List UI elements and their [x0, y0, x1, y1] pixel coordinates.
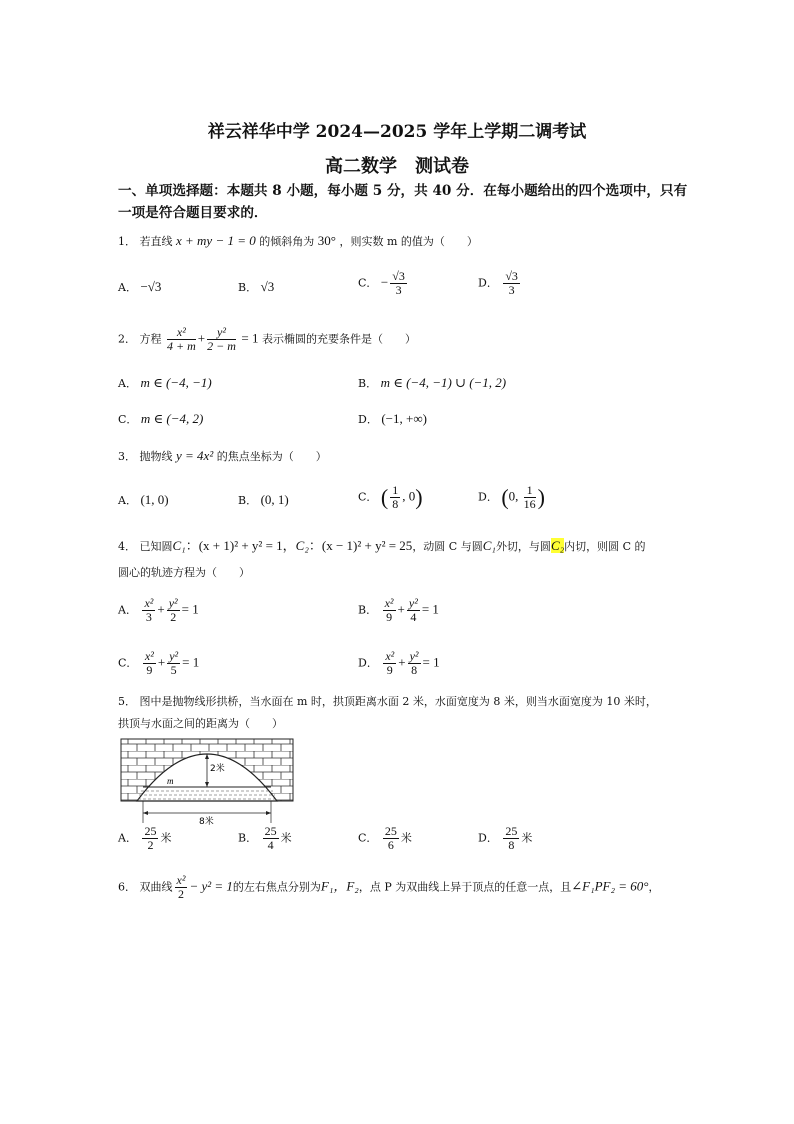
q3-b-value: (0, 1) — [260, 492, 289, 507]
q1-option-d — [478, 270, 522, 297]
q3-d-fraction — [524, 484, 536, 511]
q2-option-a — [118, 375, 212, 392]
fraction-numerator: y² — [409, 649, 419, 663]
fraction — [167, 650, 180, 677]
q4-c2-equation: ：(x − 1)² + y² = 25 — [308, 538, 413, 553]
fraction-numerator: y² — [168, 596, 178, 610]
fraction-numerator: y² — [169, 649, 179, 663]
q2-d-value: (−1, +∞) — [381, 411, 427, 426]
fraction-denominator: 2 — [177, 887, 184, 901]
equals: = 1 — [182, 654, 200, 670]
q3-number: 3． — [118, 450, 136, 463]
q2-b-value: m ∈ (−4, −1) ∪ (−1, 2) — [380, 375, 507, 390]
fraction — [407, 597, 420, 624]
fraction-denominator: 8 — [411, 663, 418, 677]
option-letter: B． — [358, 377, 378, 390]
fraction-denominator: 6 — [387, 838, 394, 852]
q4-option-b: B． $\frac{\text{x²}}{9}$ + $\frac{\text{y²}}{4}$ = 1 — [358, 596, 439, 624]
unit: 米 — [160, 831, 172, 845]
q4-c1-equation: ：(x + 1)² + y² = 1， — [185, 538, 296, 553]
q3-d-head: 0, — [508, 488, 522, 504]
q3-option-d: D． (0, $\frac{1}{16}$ ) — [478, 483, 545, 511]
q5-option-b — [238, 825, 292, 852]
equals: = 1 — [181, 601, 199, 617]
q1-option-b — [238, 279, 274, 296]
fraction-denominator: 3 — [508, 283, 515, 297]
q4-option-c: C． $\frac{\text{x²}}{9}$ + $\frac{\text{y²}}{5}$ = 1 — [118, 649, 200, 677]
q2-fraction-1 — [167, 326, 196, 353]
arch-bridge-figure — [119, 737, 295, 827]
option-letter: B． — [238, 281, 258, 294]
fraction — [143, 650, 156, 677]
fraction-denominator: 4 — [410, 610, 417, 624]
q1-option-c: C． − $\frac{√3}{3}$ — [358, 269, 405, 297]
option-letter: A． — [118, 281, 137, 294]
unit: 米 — [400, 831, 412, 845]
question-1 — [118, 233, 478, 250]
q1-text-post: ，则实数 m 的值为（ ） — [339, 235, 478, 248]
fraction-denominator: 9 — [386, 663, 393, 677]
water-level-label: m — [167, 776, 174, 786]
q2-equals: = 1 — [241, 330, 259, 346]
option-letter: D． — [478, 490, 498, 504]
fraction-numerator: 25 — [144, 824, 157, 838]
q6-angle: ∠F₁PF₂ = 60° — [571, 878, 649, 894]
fraction — [408, 650, 421, 677]
fraction-numerator: x² — [167, 326, 196, 340]
fraction-denominator: 3 — [145, 610, 152, 624]
q5-option-d — [478, 825, 532, 852]
option-letter: A． — [118, 831, 137, 845]
fraction-denominator: 4 + m — [167, 339, 196, 353]
q5-text-line2: 拱顶与水面之间的距离为（ ） — [118, 717, 283, 730]
q3-option-b — [238, 492, 289, 509]
fraction-denominator: 8 — [392, 497, 399, 511]
question-3 — [118, 448, 327, 465]
q6-text-pre: 双曲线 — [139, 880, 173, 894]
equals: = 1 — [421, 601, 439, 617]
fraction-denominator: 3 — [395, 283, 402, 297]
section-heading-line2: 一项是符合题目要求的． — [118, 205, 268, 221]
q1-text-mid: 的倾斜角为 — [259, 235, 315, 248]
q4-circle-c2: C₂ — [295, 538, 309, 553]
q1-d-fraction — [503, 270, 520, 297]
q2-text-pre: 方程 — [139, 332, 162, 346]
question-4 — [118, 538, 646, 555]
fraction — [383, 597, 396, 624]
section-heading-line1: 一、单项选择题：本题共 8 小题，每小题 5 分，共 40 分．在每小题给出的四个选项中，只有 — [118, 183, 688, 199]
option-letter: B． — [238, 831, 258, 845]
q6-equation: − y² = 1 — [189, 878, 233, 894]
fraction — [142, 597, 155, 624]
q6-text-mid: 的左右焦点分别为 — [232, 880, 321, 894]
q5-text-line1: 图中是抛物线形拱桥，当水面在 m 时，拱顶距离水面 2 米，水面宽度为 8 米，则当水面宽度为 10 米时， — [139, 695, 657, 708]
q4-circle-c1: C₁ — [172, 538, 186, 553]
fraction-denominator: 2 − m — [207, 339, 236, 353]
q6-text-tail: ， — [648, 880, 660, 894]
q3-text-pre: 抛物线 — [139, 450, 173, 463]
q6-fraction — [175, 874, 188, 901]
q3-text-post: 的焦点坐标为（ ） — [216, 450, 327, 463]
q4-circle-c2-highlight: C₂ — [550, 538, 565, 553]
option-letter: D． — [478, 831, 498, 845]
q6-number: 6． — [118, 880, 136, 894]
fraction-numerator: 1 — [392, 483, 399, 497]
question-6 — [118, 874, 659, 901]
option-letter: A． — [118, 603, 137, 617]
option-letter: D． — [478, 276, 498, 290]
q1-b-value: √3 — [260, 279, 275, 294]
equals: = 1 — [422, 654, 440, 670]
q4-line2: 圆心的轨迹方程为（ ） — [118, 566, 250, 579]
q4-text-mid2: 外切，与圆 — [495, 540, 551, 553]
q3-c-tail: , 0 — [402, 488, 416, 504]
fraction-denominator: 2 — [170, 610, 177, 624]
q1-a-value: −√3 — [140, 279, 162, 294]
fraction-denominator: 9 — [146, 663, 153, 677]
fraction-denominator: 4 — [267, 838, 274, 852]
fraction-numerator: x² — [144, 596, 154, 610]
q2-text-post: 表示椭圆的充要条件是（ ） — [261, 332, 416, 346]
fraction-denominator: 5 — [170, 663, 177, 677]
fraction — [383, 650, 396, 677]
option-letter: C． — [358, 490, 378, 504]
height-label: 2米 — [210, 764, 225, 774]
question-2: 2． 方程 $\frac{\text{x²}}{4 + m}$ + $\frac{\text{y²}}{2 - m}$ = 1 表示椭圆的充要条件是（ ） — [118, 325, 416, 353]
q4-circle-c1-ref: C₁ — [482, 538, 496, 553]
q6-foci: F₁，F₂ — [320, 878, 359, 894]
q4-number: 4． — [118, 540, 136, 553]
page-title: 祥云祥华中学 2024—2025 学年上学期二调考试 — [207, 122, 587, 142]
option-letter: D． — [358, 413, 378, 426]
q4-option-a: A． $\frac{\text{x²}}{3}$ + $\frac{\text{y²}}{2}$ = 1 — [118, 596, 199, 624]
q1-angle: 30° — [317, 233, 336, 248]
fraction — [383, 825, 399, 852]
q3-equation: y = 4x² — [176, 448, 214, 463]
q5-number: 5． — [118, 695, 136, 708]
unit: 米 — [521, 831, 533, 845]
q2-option-d — [358, 411, 427, 428]
fraction-numerator: 25 — [264, 824, 277, 838]
option-letter: C． — [118, 413, 138, 426]
fraction-numerator: 25 — [384, 824, 397, 838]
q3-c-fraction — [390, 484, 400, 511]
q1-option-a — [118, 279, 161, 296]
fraction — [263, 825, 279, 852]
page-subtitle: 高二数学 测试卷 — [325, 156, 469, 177]
q4-text-pre: 已知圆 — [139, 540, 173, 553]
fraction-numerator: 25 — [505, 824, 518, 838]
fraction-numerator: y² — [408, 596, 418, 610]
q2-option-c — [118, 411, 203, 428]
option-letter: A． — [118, 377, 137, 390]
option-letter: A． — [118, 494, 137, 507]
fraction-numerator: x² — [176, 873, 186, 887]
q1-text-pre: 若直线 — [139, 235, 173, 248]
option-letter: C． — [358, 276, 378, 290]
section-heading — [118, 180, 688, 224]
q3-option-a — [118, 492, 169, 509]
q2-a-value: m ∈ (−4, −1) — [140, 375, 212, 390]
fraction-numerator: x² — [385, 649, 395, 663]
fraction — [503, 825, 519, 852]
fraction-numerator: √3 — [505, 269, 518, 283]
fraction — [167, 597, 180, 624]
q1-number: 1． — [118, 235, 136, 248]
q1-c-fraction — [390, 270, 407, 297]
option-letter: C． — [358, 831, 378, 845]
fraction-denominator: 2 — [147, 838, 154, 852]
q3-a-value: (1, 0) — [140, 492, 169, 507]
fraction-denominator: 8 — [508, 838, 515, 852]
q4-text-mid: ，动圆 C 与圆 — [412, 540, 483, 553]
q6-text-post: ，点 P 为双曲线上异于顶点的任意一点，且 — [358, 880, 572, 894]
fraction-denominator: 9 — [386, 610, 393, 624]
fraction — [142, 825, 158, 852]
width-label: 8米 — [199, 817, 214, 827]
q2-number: 2． — [118, 332, 136, 346]
q2-option-b — [358, 375, 506, 392]
fraction-numerator: y² — [207, 326, 236, 340]
option-letter: D． — [358, 656, 378, 670]
q1-equation: x + my − 1 = 0 — [176, 233, 256, 248]
fraction-numerator: √3 — [392, 269, 405, 283]
option-letter: C． — [118, 656, 138, 670]
option-letter: B． — [358, 603, 378, 617]
question-5 — [118, 694, 657, 710]
fraction-numerator: 1 — [524, 484, 536, 498]
q5-option-a — [118, 825, 171, 852]
q4-text-mid3: 内切，则圆 C 的 — [564, 540, 646, 553]
q2-c-value: m ∈ (−4, 2) — [140, 411, 204, 426]
fraction-numerator: x² — [144, 649, 154, 663]
q5-option-c — [358, 825, 412, 852]
option-letter: B． — [238, 494, 258, 507]
q3-option-c: C． ( $\frac{1}{8}$ , 0) — [358, 483, 423, 511]
q2-fraction-2 — [207, 326, 236, 353]
unit: 米 — [280, 831, 292, 845]
q4-option-d: D． $\frac{\text{x²}}{9}$ + $\frac{\text{y²}}{8}$ = 1 — [358, 649, 440, 677]
fraction-numerator: x² — [384, 596, 394, 610]
fraction-denominator: 16 — [523, 497, 536, 511]
